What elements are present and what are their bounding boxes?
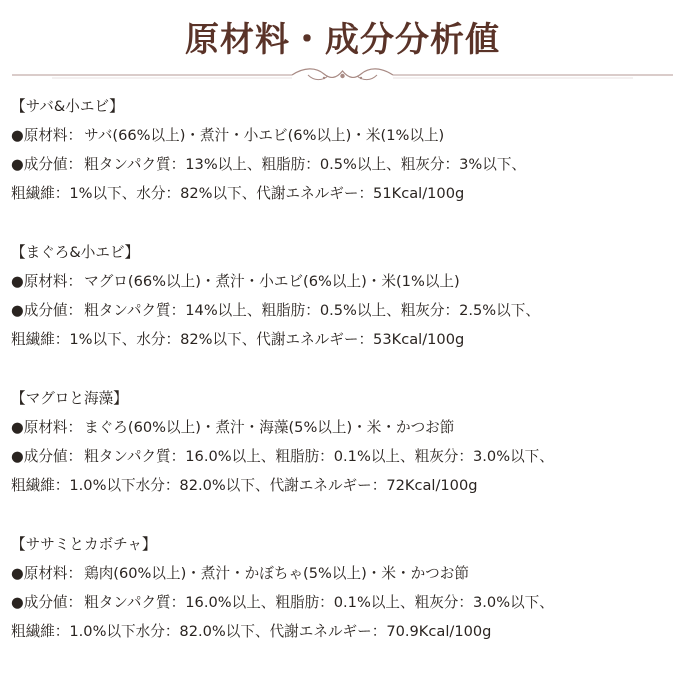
product-list [11,92,673,676]
ingredients-label: ●原材料： [11,127,83,144]
analysis-line-continued: 粗繊維：1%以下、水分：82%以下、代謝エネルギー：53Kcal/100g [11,331,465,348]
analysis-line [11,296,673,325]
product-section-sasami-pumpkin [11,530,673,676]
ingredients-line [11,413,673,442]
ingredients-label: ●原材料： [11,273,83,290]
section-heading: 【まぐろ&小エビ】 [11,244,140,261]
analysis-line [11,150,673,179]
analysis-value: 粗タンパク質：16.0%以上、粗脂肪：0.1%以上、粗灰分：3.0%以下、 [84,594,554,611]
analysis-label: ●成分値： [11,594,83,611]
ingredients-value: 鶏肉(60%以上)・煮汁・かぼちゃ(5%以上)・米・かつお節 [84,565,469,582]
ingredients-line [11,267,673,296]
section-heading: 【マグロと海藻】 [11,390,128,407]
ingredients-label: ●原材料： [11,419,83,436]
ingredients-value: サバ(66%以上)・煮汁・小エビ(6%以上)・米(1%以上) [84,127,445,144]
ornamental-divider [12,66,673,84]
analysis-label: ●成分値： [11,448,83,465]
ingredients-line [11,559,673,588]
page-title: 原材料・成分分析値 [185,20,500,60]
ingredients-value: マグロ(66%以上)・煮汁・小エビ(6%以上)・米(1%以上) [84,273,460,290]
product-section-saba-shrimp [11,92,673,238]
ingredients-value: まぐろ(60%以上)・煮汁・海藻(5%以上)・米・かつお節 [84,419,455,436]
analysis-value: 粗タンパク質：13%以上、粗脂肪：0.5%以上、粗灰分：3%以下、 [84,156,527,173]
analysis-value: 粗タンパク質：14%以上、粗脂肪：0.5%以上、粗灰分：2.5%以下、 [84,302,540,319]
section-heading: 【ササミとカボチャ】 [11,536,157,553]
analysis-line [11,588,673,617]
product-section-maguro-shrimp [11,238,673,384]
analysis-line-continued: 粗繊維：1.0%以下水分：82.0%以下、代謝エネルギー：70.9Kcal/100g [11,623,492,640]
product-section-maguro-seaweed [11,384,673,530]
ingredients-line [11,121,673,150]
analysis-line-continued: 粗繊維：1%以下、水分：82%以下、代謝エネルギー：51Kcal/100g [11,185,465,202]
section-heading: 【サバ&小エビ】 [11,98,124,115]
analysis-line-continued: 粗繊維：1.0%以下水分：82.0%以下、代謝エネルギー：72Kcal/100g [11,477,478,494]
analysis-label: ●成分値： [11,156,83,173]
analysis-label: ●成分値： [11,302,83,319]
ingredients-label: ●原材料： [11,565,83,582]
analysis-line [11,442,673,471]
analysis-value: 粗タンパク質：16.0%以上、粗脂肪：0.1%以上、粗灰分：3.0%以下、 [84,448,554,465]
